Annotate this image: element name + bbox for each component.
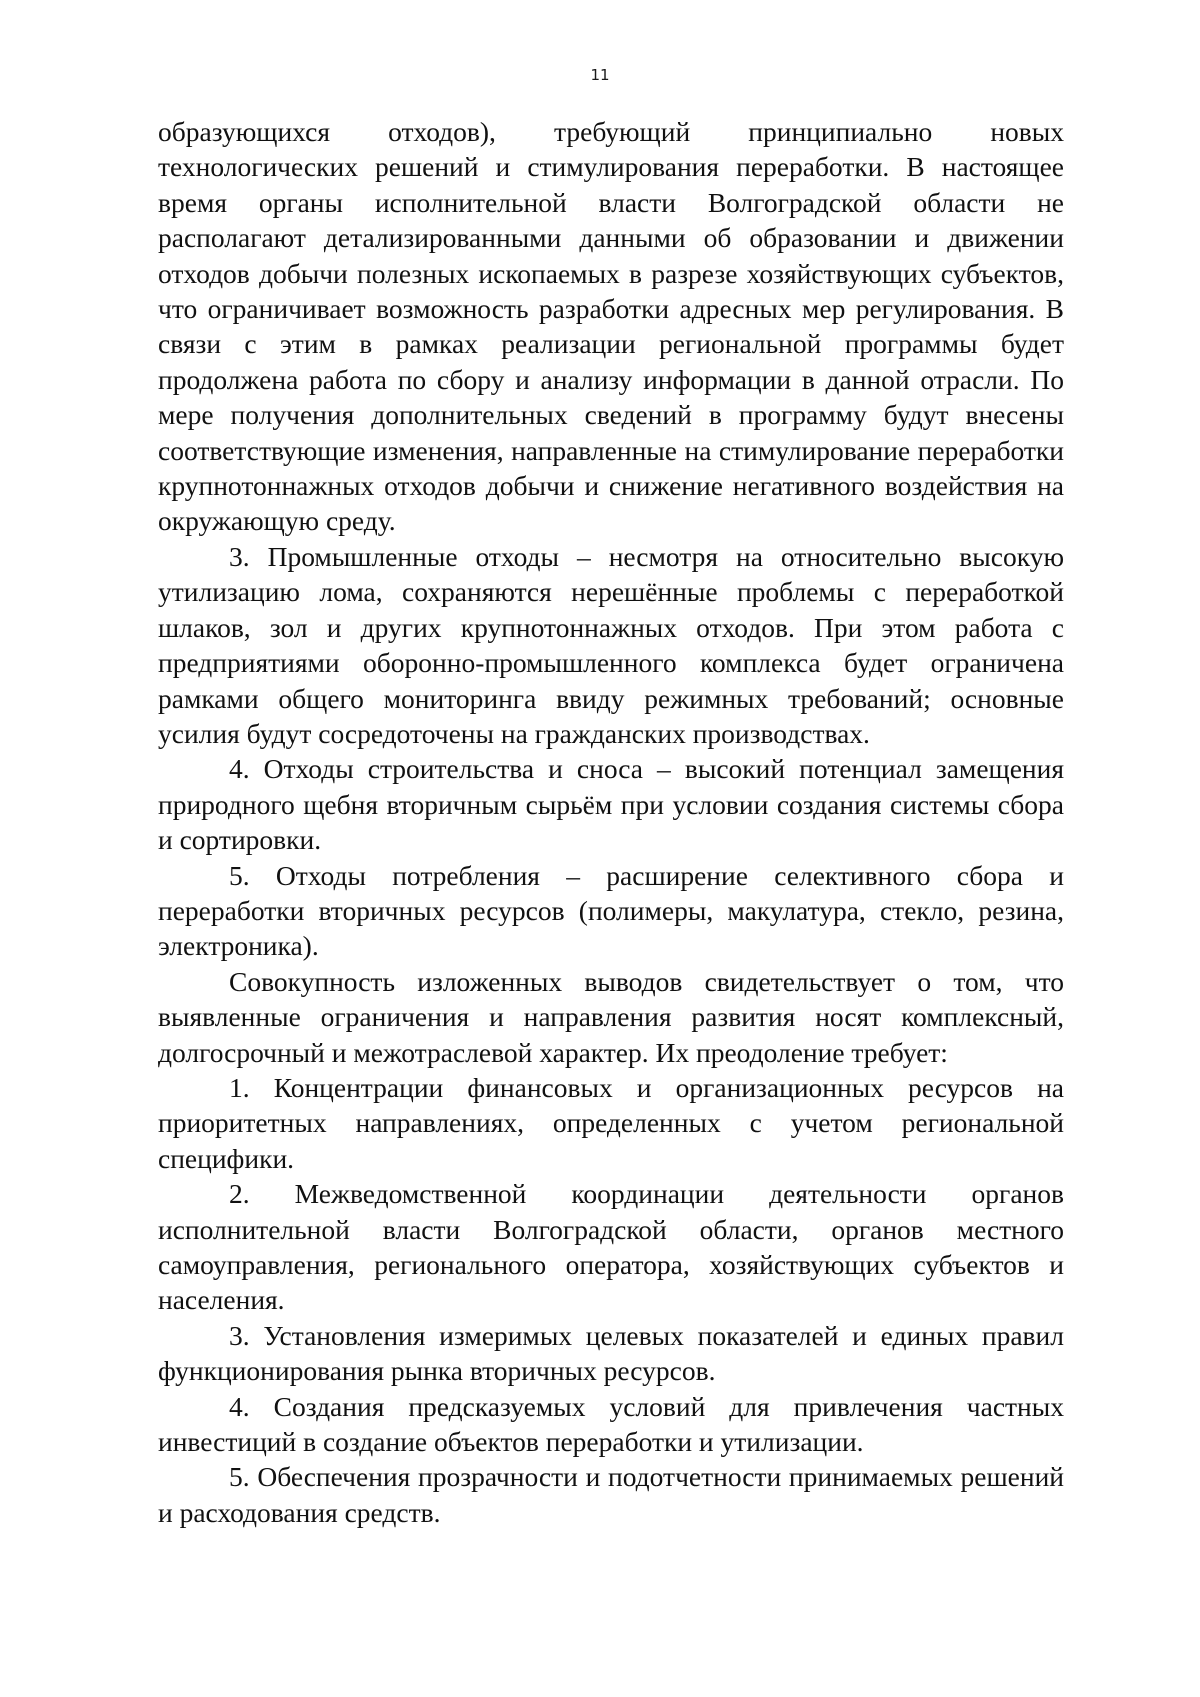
paragraph-construction-waste: 4. Отходы строительства и сноса – высокий потенциал замещения природного щебня вторичным сырьём при условии создания системы сбора и сортировки. bbox=[158, 753, 1064, 856]
paragraph-industrial-waste: 3. Промышленные отходы – несмотря на относительно высокую утилизацию лома, сохраняются нерешённые проблемы с переработкой шлаков, зол и других крупнотоннажных отходов. При этом работа с предприятиями оборонно-промышленного комплекса будет ограничена рамками общего мониторинга ввиду режимных требований; основные усилия будут сосредоточены на гражданских производствах. bbox=[158, 540, 1064, 749]
list-item-2: 2. Межведомственной координации деятельности органов исполнительной власти Волгоградской области, органов местного самоуправления, регионального оператора, хозяйствующих субъектов и населения. bbox=[158, 1178, 1064, 1316]
page-number: 11 bbox=[590, 66, 610, 84]
paragraph-consumption-waste: 5. Отходы потребления – расширение селективного сбора и переработки вторичных ресурсов (полимеры, макулатура, стекло, резина, электроника). bbox=[158, 859, 1064, 962]
paragraph-conclusions: Совокупность изложенных выводов свидетельствует о том, что выявленные ограничения и направления развития носят комплексный, долгосрочный и межотраслевой характер. Их преодоление требует: bbox=[158, 965, 1064, 1068]
list-item-3: 3. Установления измеримых целевых показателей и единых правил функционирования рынка вторичных ресурсов. bbox=[158, 1319, 1064, 1387]
list-item-5: 5. Обеспечения прозрачности и подотчетности принимаемых решений и расходования средств. bbox=[158, 1461, 1064, 1528]
list-item-1: 1. Концентрации финансовых и организационных ресурсов на приоритетных направлениях, определенных с учетом региональной специфики. bbox=[158, 1071, 1064, 1174]
document-body bbox=[158, 114, 1064, 1530]
list-item-4: 4. Создания предсказуемых условий для привлечения частных инвестиций в создание объектов переработки и утилизации. bbox=[158, 1390, 1064, 1458]
paragraph-continuation: образующихся отходов), требующий принципиально новых технологических решений и стимулирования переработки. В настоящее время органы исполнительной власти Волгоградской области не располагают детализированными данными об образовании и движении отходов добычи полезных ископаемых в разрезе хозяйствующих субъектов, что ограничивает возможность разработки адресных мер регулирования. В связи с этим в рамках реализации региональной программы будет продолжена работа по сбору и анализу информации в данной отрасли. По мере получения дополнительных сведений в программу будут внесены соответствующие изменения, направленные на стимулирование переработки крупнотоннажных отходов добычи и снижение негативного воздействия на окружающую среду. bbox=[158, 116, 1064, 537]
